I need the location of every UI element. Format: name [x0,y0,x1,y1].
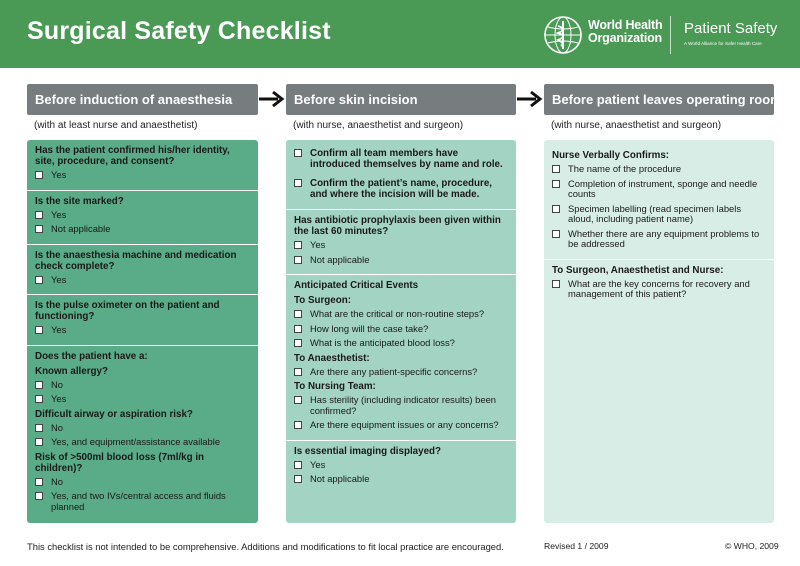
panel-incision [286,140,516,523]
org-name-line2: Organization [588,31,662,45]
question-patient-have: Does the patient have a: [35,350,148,362]
checkbox-icon[interactable] [552,165,560,173]
checkbox-icon[interactable] [294,310,302,318]
section-nurse-confirms [544,140,774,260]
section-antibiotic [286,210,516,275]
footer-disclaimer: This checklist is not intended to be comprehensive. Additions and modifications to fit local practice are encouraged. [27,541,504,552]
checkbox-icon[interactable] [294,368,302,376]
option-antibiotic-yes: Yes [294,240,510,251]
question-airway: Difficult airway or aspiration risk? [35,408,193,420]
heading-to-surgeon: To Surgeon: [294,295,351,306]
checkbox-icon[interactable] [294,241,302,249]
section-confirm [286,140,516,210]
option-procedure-name: The name of the procedure [552,164,768,175]
checkbox-icon[interactable] [552,180,560,188]
option-blood-no: No [35,477,252,488]
option-allergy-no: No [35,380,252,391]
panel-leaves [544,140,774,523]
checkbox-icon[interactable] [35,276,43,284]
option-anaesthetist-concerns: Are there any patient-specific concerns? [294,367,510,378]
who-emblem-icon [543,15,583,55]
section-critical-events [286,275,516,441]
checkbox-icon[interactable] [35,326,43,334]
checkbox-icon[interactable] [35,225,43,233]
option-imaging-yes: Yes [294,460,510,471]
header-bar [0,0,800,68]
question-identity: Has the patient confirmed his/her identity, site, procedure, and consent? [35,145,230,167]
section-patient-risks [27,346,258,522]
phase-subtitle-incision: (with nurse, anaesthetist and surgeon) [293,120,464,131]
checkbox-icon[interactable] [35,492,43,500]
option-site-yes: Yes [35,210,252,221]
program-subtitle: A World Alliance for Safer Health Care [684,41,762,46]
option-recovery-concerns: What are the key concerns for recovery and management of this patient? [552,279,768,300]
option-antibiotic-na: Not applicable [294,255,510,266]
option-nursing-sterility: Has sterility (including indicator results) been confirmed? [294,395,510,416]
option-nursing-equipment: Are there equipment issues or any concerns? [294,420,510,431]
heading-to-team: To Surgeon, Anaesthetist and Nurse: [552,264,724,276]
heading-to-nursing: To Nursing Team: [294,381,376,392]
option-confirm-team: Confirm all team members have introduced themselves by name and role. [294,148,510,170]
checkbox-icon[interactable] [294,179,302,187]
checkbox-icon[interactable] [294,149,302,157]
org-name [588,19,662,45]
checkbox-icon[interactable] [294,256,302,264]
option-oximeter-yes: Yes [35,325,252,336]
question-site: Is the site marked? [35,195,124,207]
heading-to-anaesthetist: To Anaesthetist: [294,352,370,364]
section-team-concerns [544,260,774,309]
checkbox-icon[interactable] [294,325,302,333]
checkbox-icon[interactable] [35,211,43,219]
option-machine-yes: Yes [35,275,252,286]
option-confirm-patient: Confirm the patient’s name, procedure, and where the incision will be made. [294,178,510,200]
footer-copyright: © WHO, 2009 [725,541,779,551]
option-equipment-problems: Whether there are any equipment problems to be addressed [552,229,768,250]
option-surgeon-duration: How long will the case take? [294,324,510,335]
checkbox-icon[interactable] [35,438,43,446]
checkbox-icon[interactable] [552,280,560,288]
checkbox-icon[interactable] [294,421,302,429]
panel-induction [27,140,258,523]
question-blood-loss: Risk of >500ml blood loss (7ml/kg in children)? [35,451,205,474]
phase-header-incision: Before skin incision [286,84,516,115]
option-airway-no: No [35,423,252,434]
checkbox-icon[interactable] [294,475,302,483]
page-title: Surgical Safety Checklist [27,17,331,45]
checkbox-icon[interactable] [552,230,560,238]
option-specimen: Specimen labelling (read specimen labels aloud, including patient name) [552,204,768,225]
phase-header-induction: Before induction of anaesthesia [27,84,258,115]
question-machine: Is the anaesthesia machine and medication check complete? [35,249,237,272]
option-identity-yes: Yes [35,170,252,181]
question-antibiotic: Has antibiotic prophylaxis been given within the last 60 minutes? [294,215,501,237]
arrow-right-icon [258,89,286,109]
checkbox-icon[interactable] [35,478,43,486]
phase-subtitle-leaves: (with nurse, anaesthetist and surgeon) [551,120,722,131]
checkbox-icon[interactable] [294,396,302,404]
footer-revised: Revised 1 / 2009 [544,541,609,551]
question-oximeter: Is the pulse oximeter on the patient and functioning? [35,300,220,322]
checkbox-icon[interactable] [552,205,560,213]
checkbox-icon[interactable] [294,461,302,469]
header-divider [670,16,671,54]
phase-header-leaves: Before patient leaves operating room [544,84,774,115]
checkbox-icon[interactable] [35,381,43,389]
arrow-right-icon [516,89,544,109]
phase-subtitle-induction: (with at least nurse and anaesthetist) [34,120,198,131]
checkbox-icon[interactable] [35,395,43,403]
question-allergy: Known allergy? [35,365,108,377]
section-site [27,191,258,245]
option-airway-yes: Yes, and equipment/assistance available [35,437,252,448]
option-imaging-na: Not applicable [294,474,510,485]
section-oximeter [27,295,258,346]
option-allergy-yes: Yes [35,394,252,405]
option-blood-yes: Yes, and two IVs/central access and fluids planned [35,491,252,512]
checkbox-icon[interactable] [35,171,43,179]
checkbox-icon[interactable] [294,339,302,347]
program-title: Patient Safety [684,20,778,37]
heading-nurse-confirms: Nurse Verbally Confirms: [552,150,670,161]
question-imaging: Is essential imaging displayed? [294,445,442,457]
section-machine [27,245,258,296]
option-site-na: Not applicable [35,224,252,235]
option-counts: Completion of instrument, sponge and needle counts [552,179,768,200]
option-surgeon-blood: What is the anticipated blood loss? [294,338,510,349]
org-name-line1: World Health [588,18,663,32]
checkbox-icon[interactable] [35,424,43,432]
option-surgeon-steps: What are the critical or non-routine steps? [294,309,510,320]
section-identity [27,140,258,191]
heading-critical-events: Anticipated Critical Events [294,280,419,291]
section-imaging [286,441,516,494]
